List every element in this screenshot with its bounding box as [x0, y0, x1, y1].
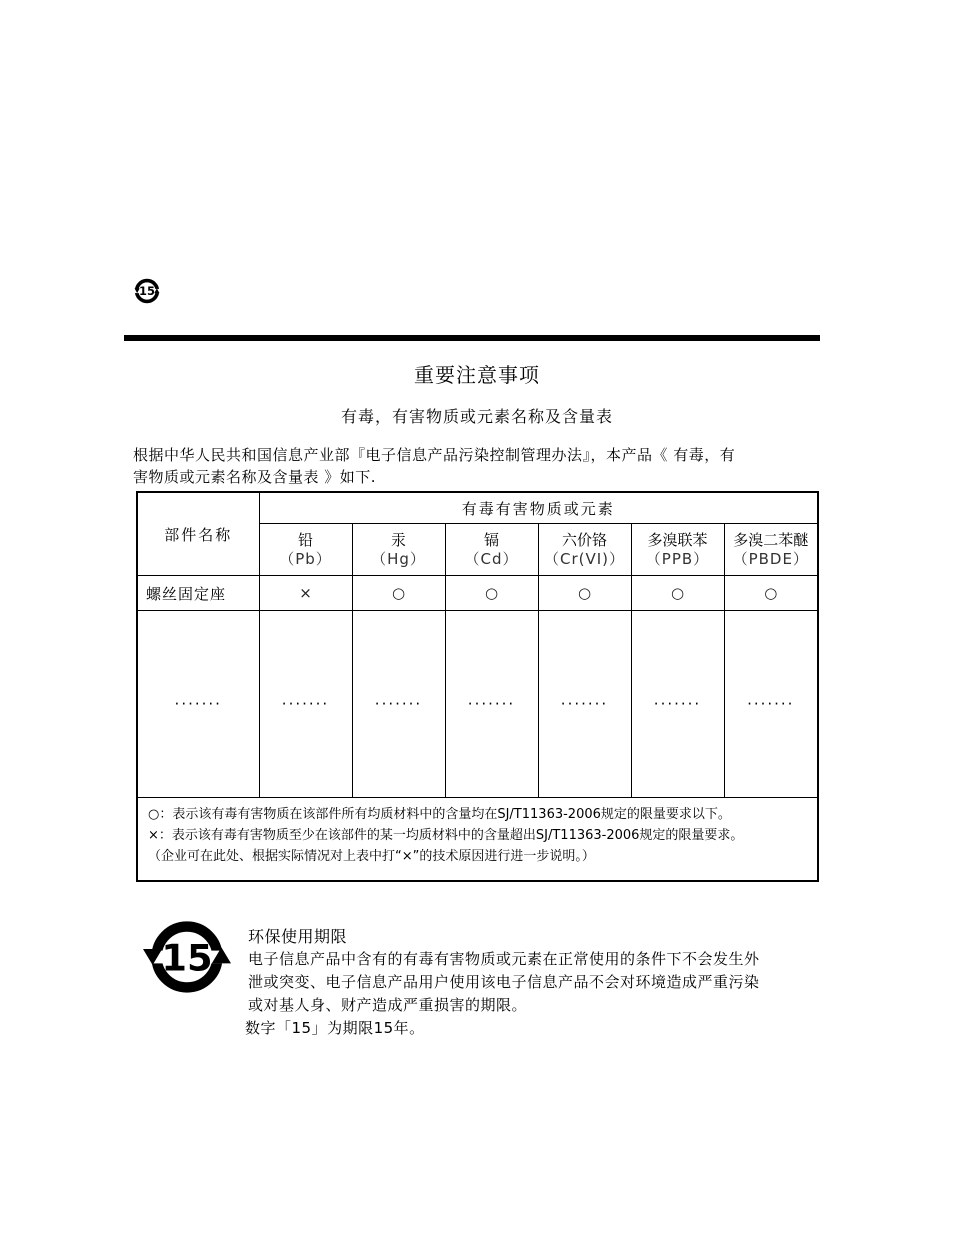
value-cell: ○ [352, 576, 445, 611]
substance-header-lead: 铅 （Pb） [259, 524, 352, 576]
table-row [137, 576, 818, 611]
note-line: （企业可在此处、根据实际情况对上表中打“×”的技术原因进行进一步说明。） [148, 849, 595, 864]
environmental-policy [245, 925, 828, 1040]
substance-header-ppb: 多溴联苯 （PPB） [631, 524, 724, 576]
page-title: 重要注意事项 [414, 363, 540, 387]
policy-line: 或对基人身、财产造成严重损害的期限。 [248, 996, 528, 1014]
placeholder-cell: ······· [352, 611, 445, 798]
value-cell: × [259, 576, 352, 611]
substance-header-chromium: 六价铬 （Cr(VI)） [538, 524, 631, 576]
environmental-period-small-logo [134, 278, 160, 304]
policy-line: 泄或突变、电子信息产品用户使用该电子信息产品不会对环境造成严重污染 [248, 973, 760, 991]
policy-period-line: 数字「15」为期限15年。 [245, 1019, 425, 1037]
substance-header-pbde: 多溴二苯醚 （PBDE） [724, 524, 818, 576]
note-line: ○：表示该有毒有害物质在该部件所有均质材料中的含量均在SJ/T11363-2006规定的限量要求以下。 [148, 807, 731, 822]
value-cell: ○ [445, 576, 538, 611]
value-cell: ○ [724, 576, 818, 611]
placeholder-cell: ······· [631, 611, 724, 798]
placeholder-cell: ······· [137, 611, 259, 798]
svg-text:15: 15 [139, 284, 155, 299]
part-name-cell: 螺丝固定座 [137, 576, 259, 611]
substance-group-header: 有毒有害物质或元素 [259, 492, 818, 524]
note-line: ×：表示该有毒有害物质至少在该部件的某一均质材料中的含量超出SJ/T11363-2006规定的限量要求。 [148, 828, 744, 843]
header-rule [124, 335, 820, 341]
table-notes [137, 798, 818, 882]
placeholder-cell: ······· [538, 611, 631, 798]
intro-paragraph [133, 444, 823, 488]
substance-header-cadmium: 镉 （Cd） [445, 524, 538, 576]
table-row [137, 611, 818, 798]
placeholder-cell: ······· [259, 611, 352, 798]
policy-title: 环保使用期限 [248, 927, 348, 946]
environmental-period-logo [143, 917, 231, 997]
value-cell: ○ [631, 576, 724, 611]
value-cell: ○ [538, 576, 631, 611]
intro-line: 害物质或元素名称及含量表 》如下. [133, 468, 377, 486]
placeholder-cell: ······· [724, 611, 818, 798]
page-subtitle: 有毒，有害物质或元素名称及含量表 [340, 407, 613, 426]
hazardous-substance-table [136, 491, 819, 882]
policy-line: 电子信息产品中含有的有毒有害物质或元素在正常使用的条件下不会发生外 [248, 950, 760, 968]
placeholder-cell: ······· [445, 611, 538, 798]
substance-header-mercury: 汞 （Hg） [352, 524, 445, 576]
intro-line: 根据中华人民共和国信息产业部『电子信息产品污染控制管理办法』，本产品《 有毒，有 [133, 446, 736, 464]
svg-text:15: 15 [161, 936, 213, 980]
part-name-header: 部件名称 [137, 492, 259, 576]
